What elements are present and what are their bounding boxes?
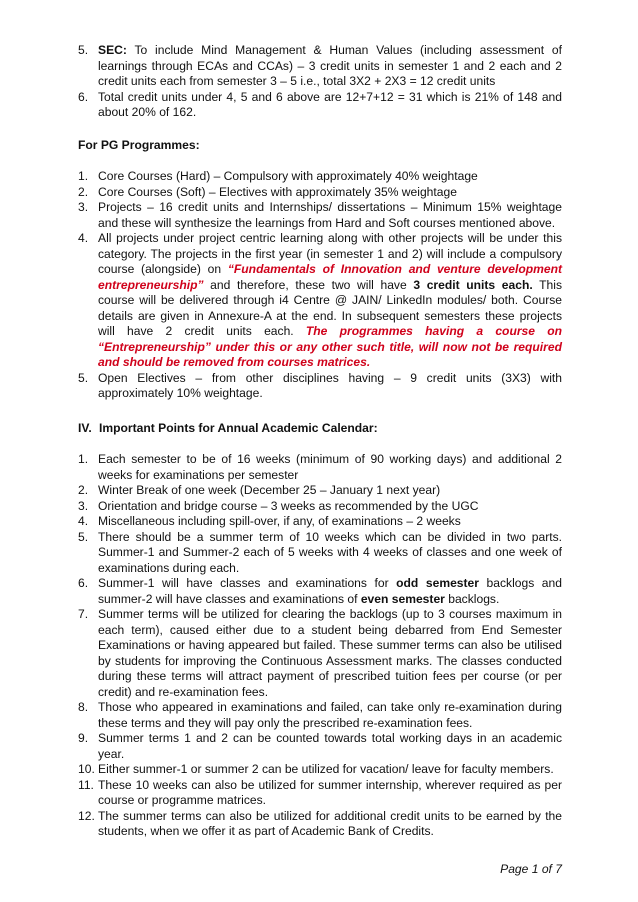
- list-item: [0, 231, 638, 371]
- list-item: [0, 185, 638, 201]
- list-item: [0, 514, 638, 530]
- item-number: 10.: [78, 762, 95, 776]
- item-number: 2.: [78, 184, 89, 199]
- section-iv-heading: [78, 421, 378, 437]
- item-number: 5.: [78, 370, 89, 385]
- item-text: Those who appeared in examinations and failed, can take only re-examination during these terms and they will pay only the prescribed re-examination fees.: [98, 700, 562, 730]
- item-number: 8.: [78, 700, 89, 714]
- pg-list: [0, 169, 638, 402]
- list-item: [0, 530, 638, 577]
- item-number: 5.: [78, 43, 89, 57]
- calendar-list: [0, 452, 638, 840]
- list-item: [0, 371, 638, 402]
- item-number: 3.: [78, 200, 89, 214]
- item-number: 1.: [78, 452, 89, 466]
- item-number: 9.: [78, 731, 89, 745]
- bold-text: odd semester: [396, 576, 479, 590]
- item-text: Miscellaneous including spill-over, if any, of examinations – 2 weeks: [98, 514, 461, 528]
- item-text: Summer terms 1 and 2 can be counted towards total working days in an academic year.: [98, 731, 562, 761]
- item-text: Total credit units under 4, 5 and 6 above are 12+7+12 = 31 which is 21% of 148 and about 20% of 162.: [98, 89, 562, 119]
- item-text: Open Electives – from other disciplines having – 9 credit units (3X3) with approximately 10% weightage.: [98, 370, 562, 400]
- item-number: 6.: [78, 576, 89, 590]
- item-text: Either summer-1 or summer 2 can be utilized for vacation/ leave for faculty members.: [98, 762, 554, 776]
- list-item: [0, 762, 638, 778]
- item-number: 5.: [78, 529, 89, 544]
- list-item: [0, 200, 638, 231]
- list-item: [0, 700, 638, 731]
- item-text: backlogs and summer-2 will have classes and examinations of: [98, 576, 562, 606]
- item-text: There should be a summer term of 10 weeks which can be divided in two parts. Summer-1 and Summer-2 each of 5 weeks with 4 weeks of classes and one week of examinations during each.: [98, 529, 562, 575]
- list-item: [0, 576, 638, 607]
- item-number: 3.: [78, 498, 89, 513]
- page-number: Page 1 of 7: [500, 862, 562, 876]
- item-text: These 10 weeks can also be utilized for summer internship, wherever required as per course or programme matrices.: [98, 777, 562, 807]
- item-number: 7.: [78, 607, 89, 621]
- item-text: Summer terms will be utilized for clearing the backlogs (up to 3 courses maximum in each term), caused either due to a student being debarred from End Semester Examinations or having appeared but failed. These summer terms can also be utilised by students for improving the Continuous Assessment marks. The classes conducted during these terms will attract payment of prescribed tuition fees per course (or per credit) and re-examination fees.: [98, 607, 562, 699]
- section-title: Important Points for Annual Academic Calendar:: [99, 421, 378, 435]
- list-item: [0, 778, 638, 809]
- highlight-text: The programmes having a course on “Entrepreneurship” under this or any other such title, will now not be required and should be removed from courses matrices.: [98, 324, 563, 369]
- item-number: 11.: [78, 777, 94, 792]
- list-item: [0, 731, 638, 762]
- item-text: Summer-1 will have classes and examinations for: [98, 576, 397, 590]
- item-text: Projects – 16 credit units and Internships/ dissertations – Minimum 15% weightage and these will synthesize the learnings from Hard and Soft courses mentioned above.: [98, 200, 562, 230]
- item-text: All projects under project centric learning along with other projects will be under this category. The projects in the first year (in semester 1 and 2) will include a compulsory course (alongside) on: [98, 231, 562, 276]
- item-text: Core Courses (Hard) – Compulsory with approximately 40% weightage: [98, 169, 478, 183]
- list-item: [0, 499, 638, 515]
- item-number: 4.: [78, 231, 89, 245]
- item-text: Winter Break of one week (December 25 – January 1 next year): [98, 483, 441, 497]
- list-item: [0, 43, 638, 90]
- section-number: IV.: [78, 421, 92, 435]
- credit-list: [0, 43, 638, 121]
- pg-programmes-heading: For PG Programmes:: [78, 138, 200, 152]
- item-number: 4.: [78, 514, 89, 528]
- list-item: [0, 169, 638, 185]
- item-label: SEC:: [98, 43, 127, 57]
- bold-text: 3 credit units each.: [413, 277, 533, 292]
- item-text: The summer terms can also be utilized for additional credit units to be earned by the students, when we offer it as part of Academic Bank of Credits.: [98, 808, 562, 838]
- item-text: This course will be delivered through i4 Centre @ JAIN/ LinkedIn modules/ both. Course details are given in Annexure-A at the end. In subsequent semesters these projects will have 2 credit units each.: [98, 277, 562, 338]
- highlight-text: “Fundamentals of Innovation and venture development entrepreneurship”: [98, 262, 562, 292]
- item-number: 12.: [78, 808, 95, 823]
- item-number: 6.: [78, 89, 89, 104]
- item-text: Core Courses (Soft) – Electives with approximately 35% weightage: [98, 184, 457, 199]
- list-item: [0, 809, 638, 840]
- list-item: [0, 607, 638, 700]
- list-item: [0, 483, 638, 499]
- item-text: Each semester to be of 16 weeks (minimum of 90 working days) and additional 2 weeks for examinations per semester: [98, 452, 562, 482]
- list-item: [0, 452, 638, 483]
- item-number: 2.: [78, 483, 89, 497]
- item-text: Orientation and bridge course – 3 weeks as recommended by the UGC: [98, 498, 479, 513]
- bold-text: even semester: [360, 591, 445, 606]
- item-text: and therefore, these two will have: [203, 277, 414, 292]
- item-number: 1.: [78, 169, 89, 183]
- item-text: To include Mind Management & Human Values (including assessment of learnings through ECAs and CCAs) – 3 credit units in semester 1 and 2 each and 2 credit units each from semester 3 – 5 i.e., total 3X2 + 2X3 = 12 credit units: [98, 43, 562, 88]
- list-item: [0, 90, 638, 121]
- item-text: backlogs.: [444, 591, 500, 606]
